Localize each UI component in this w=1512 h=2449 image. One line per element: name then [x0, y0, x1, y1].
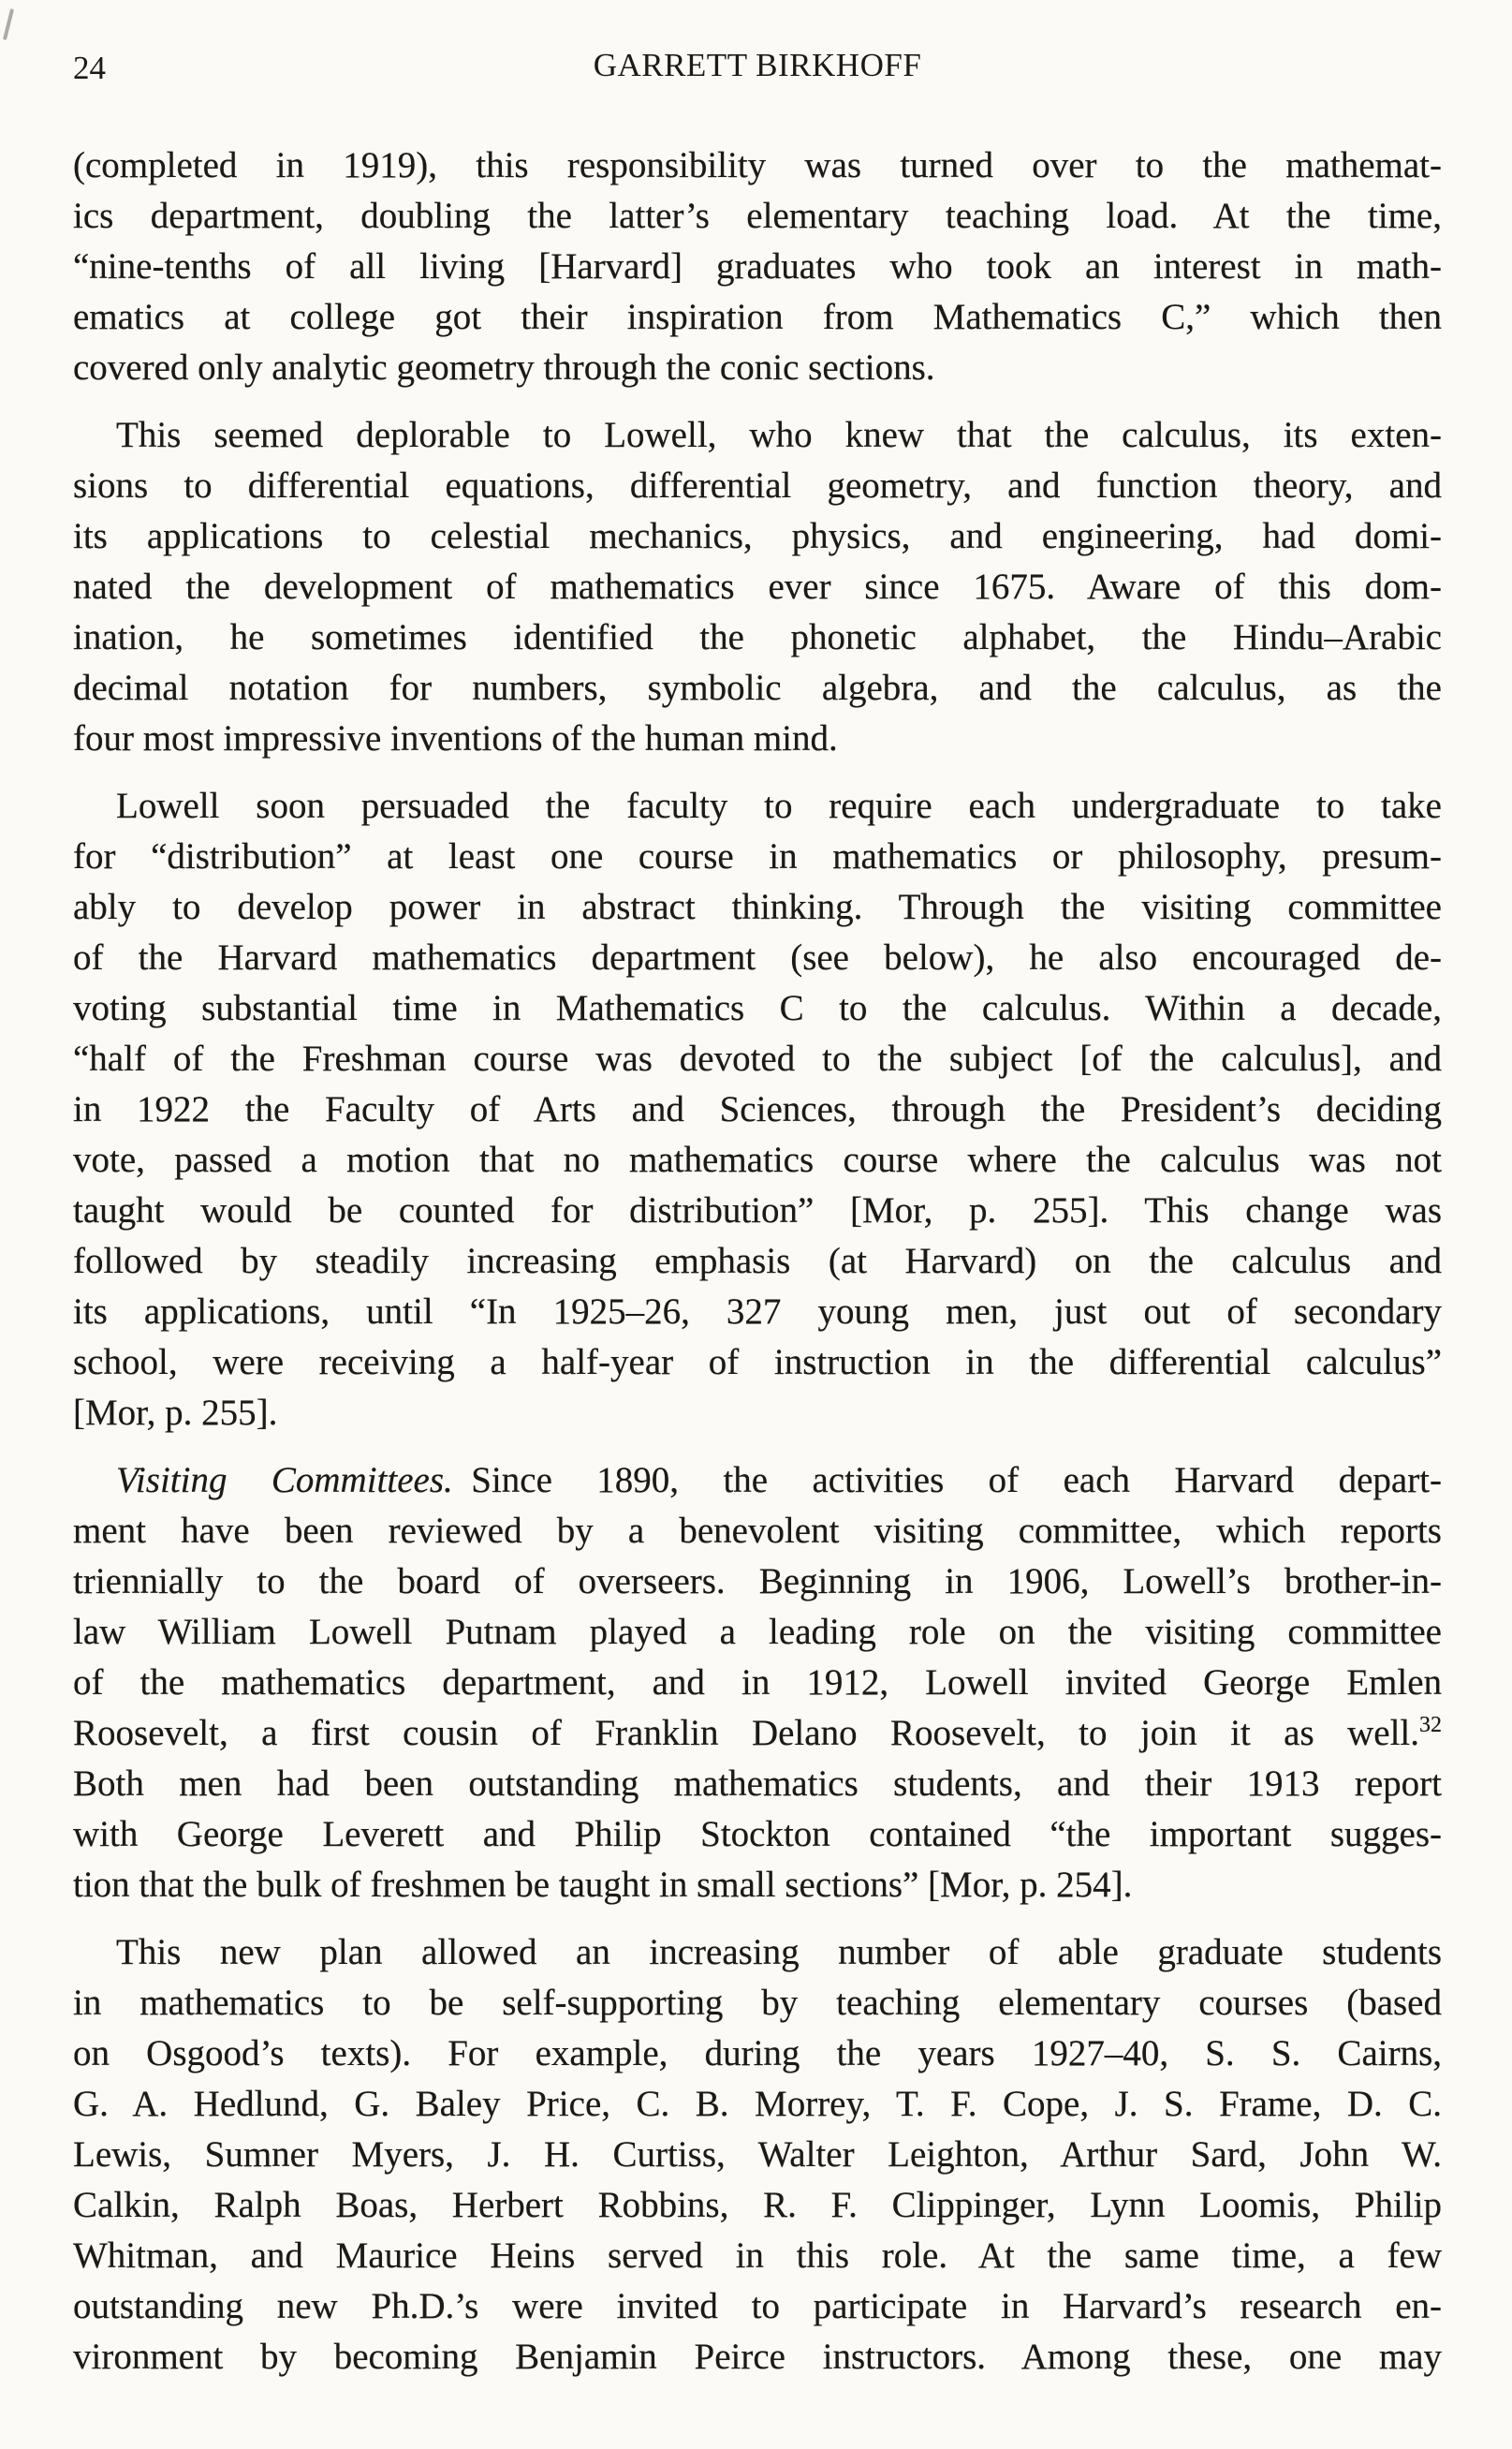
- text-line: school, were receiving a half-year of instruction in the differential calculus”: [73, 1342, 1442, 1382]
- text-line: taught would be counted for distribution” [Mor, p. 255]. This change was: [73, 1190, 1442, 1231]
- text-line: voting substantial time in Mathematics C to the calculus. Within a decade,: [73, 988, 1442, 1028]
- text-line: in 1922 the Faculty of Arts and Sciences, through the President’s deciding: [73, 1089, 1442, 1129]
- text-line: Lowell soon persuaded the faculty to require each undergraduate to take: [116, 786, 1442, 826]
- text-line: covered only analytic geometry through the conic sections.: [73, 347, 935, 388]
- text-line: Lewis, Sumner Myers, J. H. Curtiss, Walter Leighton, Arthur Sard, John W.: [73, 2134, 1442, 2175]
- paragraph: [73, 1455, 1442, 1911]
- text-line: outstanding new Ph.D.’s were invited to participate in Harvard’s research en-: [73, 2286, 1442, 2326]
- text-segment: Since 1890, the activities of each Harvard depart-: [452, 1460, 1442, 1500]
- paragraph: [73, 140, 1442, 393]
- text-line: This new plan allowed an increasing number of able graduate students: [116, 1932, 1442, 1972]
- text-line: vote, passed a motion that no mathematics course where the calculus was not: [73, 1140, 1442, 1180]
- paragraph: [73, 410, 1442, 764]
- text-line: ably to develop power in abstract thinking. Through the visiting committee: [73, 887, 1442, 927]
- text-line: Both men had been outstanding mathematics students, and their 1913 report: [73, 1763, 1442, 1804]
- text-line: in mathematics to be self-supporting by teaching elementary courses (based: [73, 1983, 1442, 2023]
- text-line: “nine-tenths of all living [Harvard] graduates who took an interest in math-: [73, 246, 1442, 287]
- text-line: vironment by becoming Benjamin Peirce instructors. Among these, one may: [73, 2337, 1442, 2377]
- text-line: of the mathematics department, and in 1912, Lowell invited George Emlen: [73, 1662, 1442, 1703]
- italic-lead: Visiting Committees.: [116, 1460, 453, 1500]
- text-line: ematics at college got their inspiration from Mathematics C,” which then: [73, 297, 1442, 337]
- text-body: [73, 140, 1442, 2383]
- footnote-ref: 32: [1419, 1713, 1442, 1737]
- text-line: “half of the Freshman course was devoted to the subject [of the calculus], and: [73, 1039, 1442, 1079]
- text-line: followed by steadily increasing emphasis (at Harvard) on the calculus and: [73, 1241, 1442, 1281]
- text-line: G. A. Hedlund, G. Baley Price, C. B. Morrey, T. F. Cope, J. S. Frame, D. C.: [73, 2084, 1442, 2124]
- text-line: tion that the bulk of freshmen be taught in small sections” [Mor, p. 254].: [73, 1865, 1133, 1905]
- paragraph: [73, 781, 1442, 1438]
- text-line: ination, he sometimes identified the phonetic alphabet, the Hindu–Arabic: [73, 617, 1442, 657]
- text-line: Whitman, and Maurice Heins served in this role. At the same time, a few: [73, 2235, 1442, 2276]
- page-number: 24: [73, 50, 106, 86]
- text-line: nated the development of mathematics ever since 1675. Aware of this dom-: [73, 567, 1442, 607]
- text-line: ment have been reviewed by a benevolent visiting committee, which reports: [73, 1511, 1442, 1551]
- text-line: four most impressive inventions of the human mind.: [73, 718, 838, 759]
- running-title: GARRETT BIRKHOFF: [593, 47, 922, 83]
- text-segment: Roosevelt, a first cousin of Franklin Delano Roosevelt, to join it as well.: [73, 1713, 1419, 1753]
- text-line: law William Lowell Putnam played a leading role on the visiting committee: [73, 1612, 1442, 1652]
- text-line: (completed in 1919), this responsibility was turned over to the mathemat-: [73, 145, 1442, 185]
- text-line: on Osgood’s texts). For example, during the years 1927–40, S. S. Cairns,: [73, 2033, 1442, 2073]
- text-line: triennially to the board of overseers. Beginning in 1906, Lowell’s brother-in-: [73, 1561, 1442, 1601]
- page-header: [73, 47, 1442, 88]
- paragraph: [73, 1927, 1442, 2383]
- text-line: its applications, until “In 1925–26, 327 young men, just out of secondary: [73, 1291, 1442, 1332]
- text-line: for “distribution” at least one course in mathematics or philosophy, presum-: [73, 836, 1442, 877]
- text-line: sions to differential equations, differential geometry, and function theory, and: [73, 465, 1442, 506]
- text-line: ics department, doubling the latter’s elementary teaching load. At the time,: [73, 196, 1442, 236]
- text-line: This seemed deplorable to Lowell, who knew that the calculus, its exten-: [116, 415, 1442, 455]
- text-line: its applications to celestial mechanics, physics, and engineering, had domi-: [73, 516, 1442, 556]
- text-line: with George Leverett and Philip Stockton contained “the important sugges-: [73, 1814, 1442, 1854]
- text-line: [73, 1455, 1442, 1506]
- text-line: of the Harvard mathematics department (see below), he also encouraged de-: [73, 937, 1442, 978]
- text-line: decimal notation for numbers, symbolic algebra, and the calculus, as the: [73, 668, 1442, 708]
- text-line: Calkin, Ralph Boas, Herbert Robbins, R. F. Clippinger, Lynn Loomis, Philip: [73, 2185, 1442, 2225]
- text-line: [Mor, p. 255].: [73, 1393, 278, 1433]
- scan-artifact: [3, 8, 14, 40]
- text-line: [73, 1708, 1442, 1759]
